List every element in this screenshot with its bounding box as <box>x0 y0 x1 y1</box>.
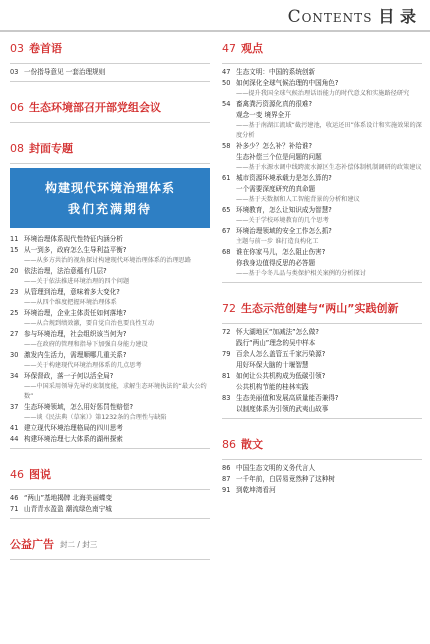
divider <box>10 559 210 560</box>
divider <box>10 122 210 123</box>
toc-item-line2: 以制度体系为引领的武夷山故事 <box>236 405 329 413</box>
section-number: 08 <box>10 141 24 155</box>
section-number: 86 <box>222 437 236 451</box>
toc-item-line2: 观念一变 境界全开 <box>236 111 291 119</box>
header-rule <box>0 30 430 32</box>
contents-title-zh: 目 录 <box>378 7 416 26</box>
section-title[interactable]: 公益广告 <box>10 538 54 551</box>
section-title[interactable]: 卷首语 <box>29 42 62 55</box>
toc-item[interactable]: 68 谁在你家马儿，怎么阻止伤害? <box>222 248 326 256</box>
toc-item[interactable]: 65 环境教育，怎么让知识成为智慧? <box>222 206 332 214</box>
toc-item[interactable]: 25 环境治理，企业主体责任如何落地? <box>10 309 127 317</box>
toc-item[interactable]: 30 激发内生活力，需理顺哪几重关系? <box>10 351 127 359</box>
contents-header <box>288 4 416 30</box>
toc-item[interactable]: 79 百余人怎么盖管五千家污染源? <box>222 350 326 358</box>
section-number: 47 <box>222 41 236 55</box>
section-viewpoint <box>222 34 422 283</box>
divider <box>222 282 422 283</box>
right-column <box>222 34 422 496</box>
toc-item-line2: 一个需要深度研究的真命题 <box>236 185 316 193</box>
toc-subtitle: ——提升我国全球气候治理话语能力的时代意义和实施路径研究 <box>236 90 410 97</box>
section-preface <box>10 34 210 82</box>
toc-item[interactable]: 71 山青青水盈盈 潮流绿色南宁城 <box>10 505 112 513</box>
toc-subtitle: 主题与前一步 谁打造良构化工 <box>236 238 319 245</box>
toc-item[interactable]: 23 从管理到治理，意味着多大变化? <box>10 288 120 296</box>
toc-item[interactable]: 83 生态美丽值和发展高质量能否兼得? <box>222 394 339 402</box>
divider <box>10 81 210 82</box>
section-title[interactable]: 观点 <box>241 42 263 55</box>
toc-item[interactable]: 46 “两山”基地揭牌 北海美丽蝶变 <box>10 494 113 502</box>
toc-item[interactable]: 15 从一到多，政府怎么生导利益平衡? <box>10 246 127 254</box>
toc-subtitle: ——基于今冬儿品与类保护相关案例的分析探讨 <box>236 270 366 277</box>
toc-subtitle: ——关于学校环境教育的几个思考 <box>236 217 329 224</box>
toc-item[interactable]: 11 环境治理体系现代性特征内涵分析 <box>10 235 123 243</box>
toc-subtitle: ——基于水源水调中线跨流水源区生态补偿体制机制调研的政策建议 <box>236 164 422 171</box>
section-title[interactable]: 散文 <box>241 438 263 451</box>
toc-subtitle: ——从多方共治的视角探讨构建现代环境治理体系的治理思路 <box>24 257 192 264</box>
banner-line-2: 我们充满期待 <box>67 202 152 216</box>
toc-item[interactable]: 41 建立现代环境治理格局的四川思考 <box>10 424 123 432</box>
section-meeting <box>10 93 210 123</box>
toc-item-line2: 践行“两山”理念的吴中样本 <box>236 339 316 347</box>
section-title[interactable]: 封面专题 <box>29 142 73 155</box>
section-illustrated <box>10 460 210 519</box>
divider <box>10 489 210 490</box>
toc-item[interactable]: 27 参与环境治理，社会组织该当何为? <box>10 330 127 338</box>
toc-item[interactable]: 20 依法治理，法治意蕴有几层? <box>10 267 107 275</box>
section-number: 06 <box>10 100 24 114</box>
divider <box>10 518 210 519</box>
toc-item[interactable]: 37 生态环境领域，怎么用好惩罚性赔偿? <box>10 403 133 411</box>
section-number: 46 <box>10 467 24 481</box>
toc-item[interactable]: 61 城市资源环境承载力是怎么算的? <box>222 174 332 182</box>
section-title[interactable]: 图说 <box>29 468 51 481</box>
toc-subtitle: ——关于构建现代环境治理体系的几点思考 <box>24 362 142 369</box>
toc-item[interactable]: 72 怀大湖地区“加减法”怎么做? <box>222 328 319 336</box>
section-prose <box>222 430 422 496</box>
toc-subtitle: ——从四个维度把握环境治理体系 <box>24 299 117 306</box>
section-title[interactable]: 生态环境部召开部党组会议 <box>29 101 161 114</box>
toc-item[interactable]: 50 如何深化全球气候治理的中国角色? <box>222 79 339 87</box>
toc-item[interactable]: 87 一千年前，白居易竟然种了这种树 <box>222 475 335 483</box>
contents-title-en: Contents <box>287 7 373 27</box>
toc-item[interactable]: 44 构建环境治理七大体系的湖州探索 <box>10 435 123 443</box>
toc-item[interactable]: 03 一份指导意见 一套治理规则 <box>10 68 106 76</box>
section-number: 72 <box>222 301 236 315</box>
divider <box>222 418 422 419</box>
section-title[interactable]: 生态示范创建与“两山”实践创新 <box>241 302 399 315</box>
divider <box>10 448 210 449</box>
section-number: 03 <box>10 41 24 55</box>
toc-subtitle: ——在政府的管理和指导下加强自身能力建设 <box>24 341 148 348</box>
toc-subtitle: ——关于依法推进环境治理的四个问题 <box>24 278 130 285</box>
toc-item-line2: 用好环保大脑的十堰智慧 <box>236 361 309 369</box>
toc-item-line2: 公共机构节能的桂林实践 <box>236 383 309 391</box>
toc-item[interactable]: 91 到乾坤湾看河 <box>222 486 276 494</box>
divider <box>10 163 210 164</box>
divider <box>222 323 422 324</box>
toc-item[interactable]: 54 畜禽粪污资源化真的很难? <box>222 100 313 108</box>
divider <box>222 63 422 64</box>
left-column <box>10 34 210 563</box>
cover-topic-banner[interactable] <box>10 168 210 228</box>
section-cover-topic <box>10 134 210 449</box>
toc-subtitle: ——从合规到绩效激，要自觉自治也要良性互动 <box>24 320 154 327</box>
toc-item[interactable]: 47 生态文明：中国的系统创新 <box>222 68 316 76</box>
banner-line-1: 构建现代环境治理体系 <box>44 181 175 195</box>
toc-item[interactable]: 67 环境治理领域的安全工作怎么抓? <box>222 227 332 235</box>
toc-subtitle: ——中国采用领导先导约束制度能，求解生态环境执法的“最大公约数” <box>24 383 207 400</box>
toc-subtitle: ——谈《民法典（草案）》第1232条的合理性与缺陷 <box>24 414 167 421</box>
toc-subtitle: ——基于南湖江流域“截污建池，收运还田”体系设计和实施效果的深度分析 <box>236 122 422 139</box>
section-eco-demonstration <box>222 294 422 419</box>
toc-item[interactable]: 58 补多少？怎么补？补给谁? <box>222 142 313 150</box>
toc-item[interactable]: 81 如何让公共机构成为低碳引领? <box>222 372 326 380</box>
toc-item-line2: 你我身边值得反思的必答题 <box>236 259 316 267</box>
section-public-ad <box>10 530 210 560</box>
toc-subtitle: ——基于天数据和人工智能背景的分析和建议 <box>236 196 360 203</box>
section-pages: 封二 / 封三 <box>60 539 98 549</box>
divider <box>10 63 210 64</box>
toc-item[interactable]: 86 中国生态文明的义务代言人 <box>222 464 316 472</box>
toc-item-line2: 生态补偿三个位是问题的问题 <box>236 153 322 161</box>
divider <box>222 459 422 460</box>
toc-item[interactable]: 34 环保督政，落一子何以活全局? <box>10 372 114 380</box>
